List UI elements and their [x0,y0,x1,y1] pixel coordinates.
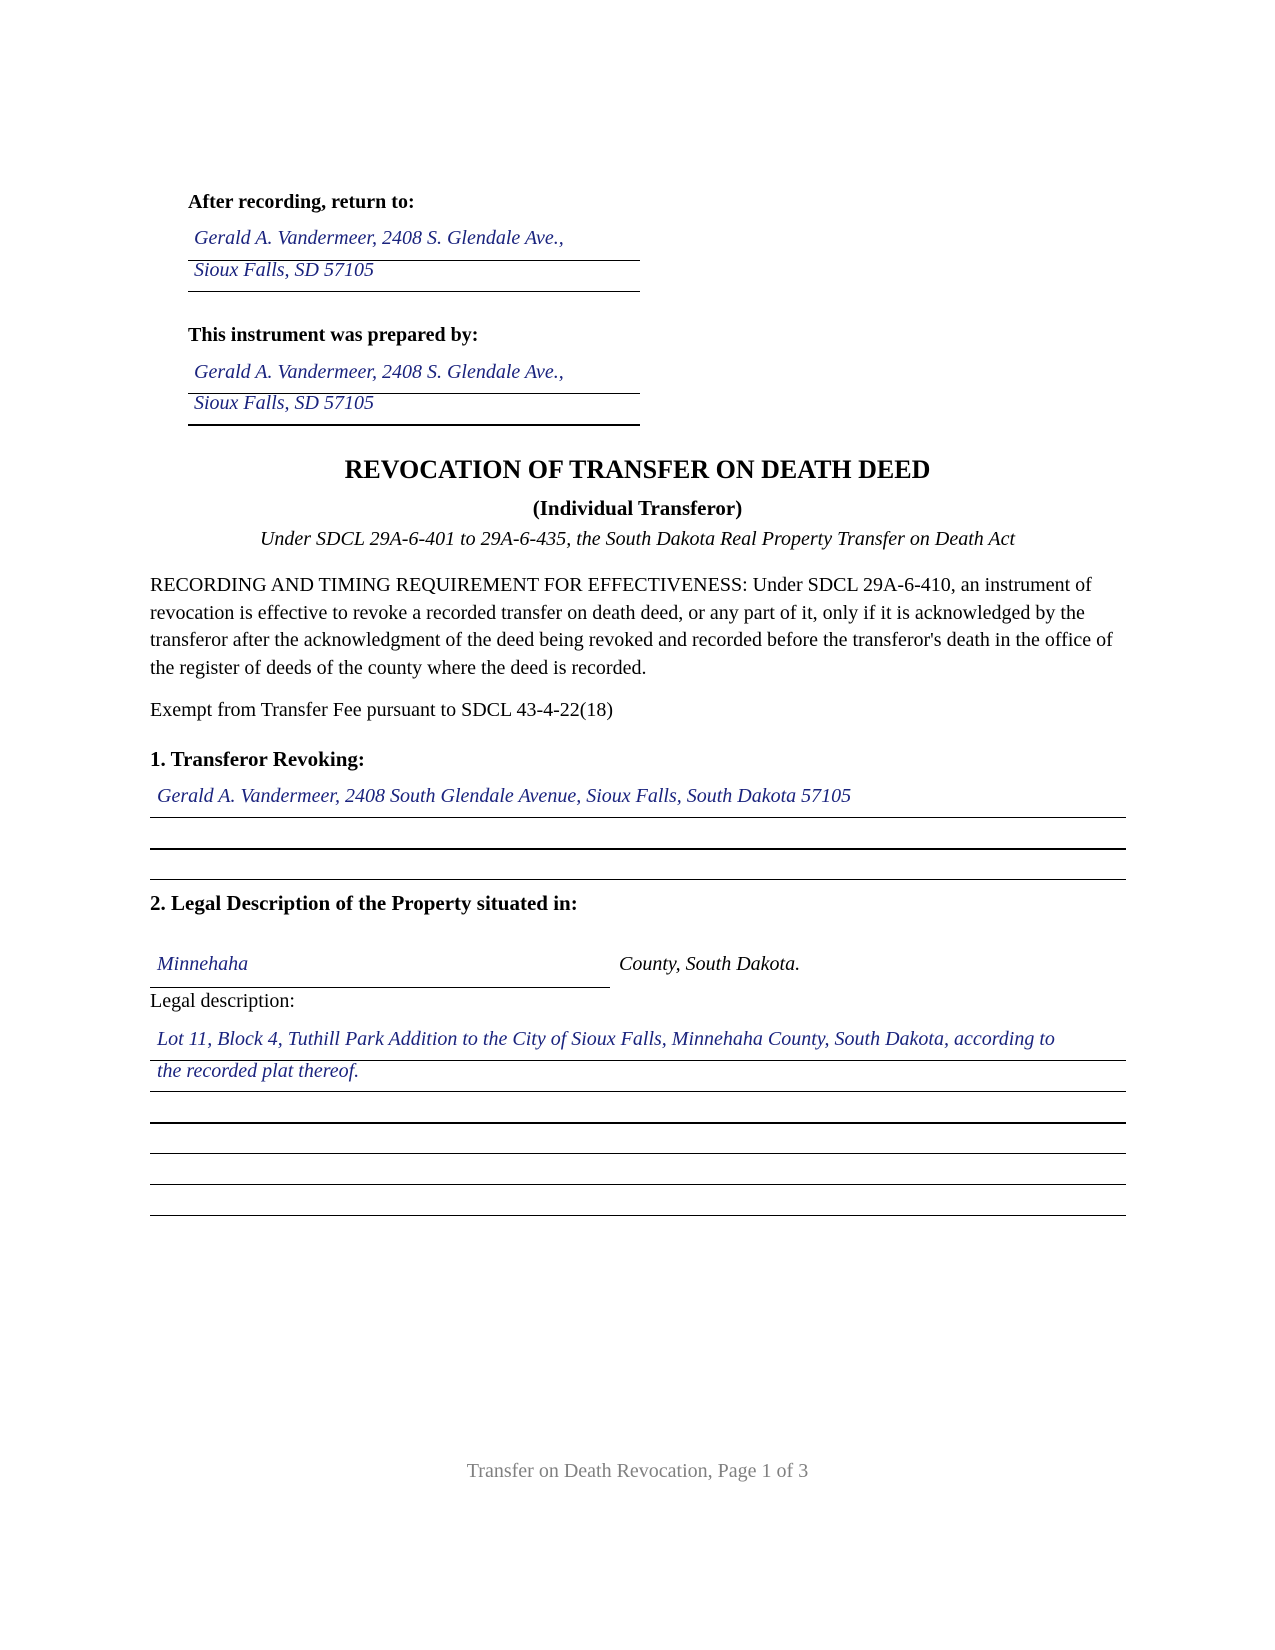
return-to-address-line2[interactable]: Sioux Falls, SD 57105 [194,259,374,281]
legal-line4-rule [150,1153,1126,1154]
page-footer: Transfer on Death Revocation, Page 1 of 3 [466,1460,809,1482]
county-field-rule [150,987,610,988]
return-to-line2-rule [188,291,640,292]
document-subtitle: (Individual Transferor) [532,496,743,520]
prepared-by-address-line1[interactable]: Gerald A. Vandermeer, 2408 S. Glendale Ave., [194,361,564,383]
prepared-by-label: This instrument was prepared by: [188,324,479,346]
legal-description-line2[interactable]: the recorded plat thereof. [157,1060,360,1082]
document-title: REVOCATION OF TRANSFER ON DEATH DEED [344,455,931,484]
recording-requirement-paragraph: RECORDING AND TIMING REQUIREMENT FOR EFFECTIVENESS: Under SDCL 29A-6-410, an instrument of revocation is effective to revoke a recorded transfer on death deed, or any part of it, only if it is acknowledged by the transferor after the acknowledgment of the deed being revoked and recorded before the transferor's death in the office of the register of deeds of the county where the deed is recorded. [150,574,1113,679]
legal-line6-rule [150,1215,1126,1216]
return-to-address-line1[interactable]: Gerald A. Vandermeer, 2408 S. Glendale Ave., [194,227,564,249]
prepared-by-line2-rule [188,424,640,426]
transferor-line2-rule [150,848,1126,850]
transferor-line1-rule [150,817,1126,818]
county-suffix-text: County, South Dakota. [619,953,801,975]
return-to-label: After recording, return to: [188,191,415,213]
section1-heading: 1. Transferor Revoking: [150,747,365,771]
legal-description-line1[interactable]: Lot 11, Block 4, Tuthill Park Addition to the City of Sioux Falls, Minnehaha County, South Dakota, according to [157,1028,1055,1050]
legal-line5-rule [150,1184,1126,1185]
legal-line3-rule [150,1122,1126,1124]
prepared-by-address-line2[interactable]: Sioux Falls, SD 57105 [194,392,374,414]
legal-description-label: Legal description: [150,990,295,1012]
transferor-revoking-field[interactable]: Gerald A. Vandermeer, 2408 South Glendale Avenue, Sioux Falls, South Dakota 57105 [157,785,852,807]
statute-reference: Under SDCL 29A-6-401 to 29A-6-435, the South Dakota Real Property Transfer on Death Act [259,528,1016,550]
exempt-statement: Exempt from Transfer Fee pursuant to SDCL 43-4-22(18) [150,699,614,721]
section2-heading: 2. Legal Description of the Property situated in: [150,891,578,915]
transferor-line3-rule [150,879,1126,880]
county-field[interactable]: Minnehaha [157,953,249,975]
legal-line2-rule [150,1091,1126,1092]
